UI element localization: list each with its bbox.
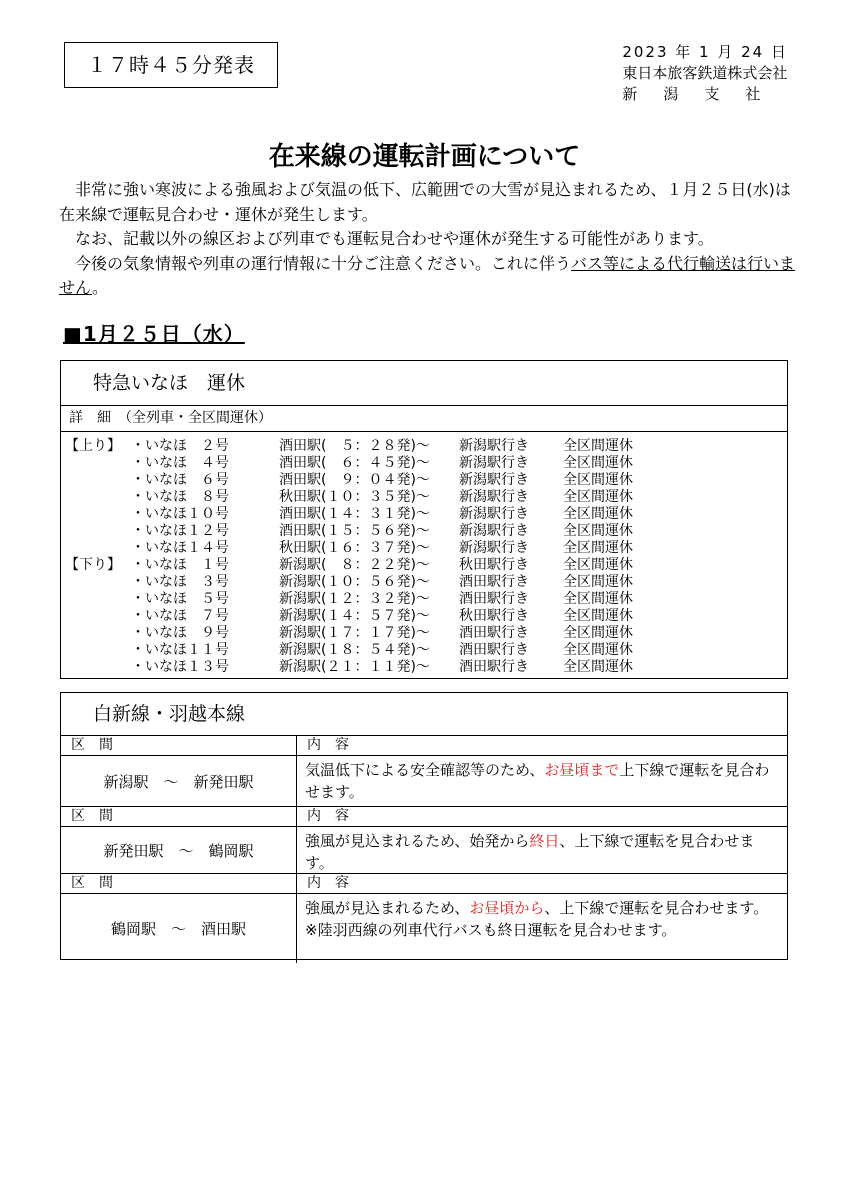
issue-date: 2023 年 1 月 24 日: [622, 43, 788, 61]
train-departure: 新潟駅(１７：１７発)～: [279, 625, 430, 641]
train-departure: 新潟駅(２１：１１発)～: [279, 659, 430, 675]
train-departure: 酒田駅(１５：５６発)～: [279, 523, 430, 539]
date-heading: ■1月２５日（水）: [63, 322, 245, 346]
train-name: ・いなほ１３号: [131, 659, 229, 675]
branch-name: 新潟支社: [622, 85, 787, 103]
train-destination: 新潟駅行き: [459, 438, 529, 454]
train-name: ・いなほ ８号: [131, 489, 229, 505]
train-status: 全区間運休: [563, 642, 633, 658]
section-content: 強風が見込まれるため、お昼頃から、上下線で運転を見合わせます。 ※陸羽西線の列車代行バスも終日運転を見合わせます。: [297, 894, 787, 963]
section-col-header: 区 間: [61, 807, 297, 826]
train-name: ・いなほ ４号: [131, 455, 229, 471]
train-status: 全区間運休: [563, 472, 633, 488]
train-status: 全区間運休: [563, 523, 633, 539]
company-name: 東日本旅客鉄道株式会社: [622, 64, 788, 82]
train-name: ・いなほ ３号: [131, 574, 229, 590]
section-row: [61, 756, 787, 807]
highlight-text: お昼頃まで: [544, 761, 620, 779]
train-departure: 新潟駅(１８：５４発)～: [279, 642, 430, 658]
train-destination: 秋田駅行き: [459, 557, 529, 573]
train-departure: 酒田駅( ５：２８発)～: [279, 438, 430, 454]
train-name: ・いなほ１１号: [131, 642, 229, 658]
page-title: 在来線の運転計画について: [268, 142, 581, 172]
section-row: [61, 827, 787, 874]
section-header-row: [61, 807, 787, 827]
train-destination: 新潟駅行き: [459, 540, 529, 556]
inaho-title: 特急いなほ 運休: [61, 361, 787, 406]
no-substitute-bus-notice: バス等による代行輸送は行いません: [59, 253, 796, 297]
train-destination: 新潟駅行き: [459, 523, 529, 539]
train-status: 全区間運休: [563, 608, 633, 624]
inaho-cancellation-box: [60, 360, 788, 679]
intro-paragraph-3: 今後の気象情報や列車の運行情報に十分ご注意ください。これに伴うバス等による代行輸送は行いません。: [59, 253, 796, 297]
train-destination: 酒田駅行き: [459, 659, 529, 675]
section-note: ※陸羽西線の列車代行バスも終日運転を見合わせます。: [305, 921, 677, 939]
train-direction: 【上り】: [65, 438, 121, 454]
train-destination: 秋田駅行き: [459, 608, 529, 624]
train-status: 全区間運休: [563, 506, 633, 522]
section-name: 新潟駅 ～ 新発田駅: [61, 756, 297, 806]
train-destination: 酒田駅行き: [459, 642, 529, 658]
train-departure: 新潟駅(１０：５６発)～: [279, 574, 430, 590]
train-departure: 新潟駅(１４：５７発)～: [279, 608, 430, 624]
train-status: 全区間運休: [563, 557, 633, 573]
content-col-header: 内 容: [307, 808, 349, 824]
line-suspension-box: [60, 692, 788, 960]
train-departure: 酒田駅(１４：３１発)～: [279, 506, 430, 522]
line-section-table: [61, 736, 787, 963]
train-destination: 酒田駅行き: [459, 591, 529, 607]
inaho-detail: 詳 細 （全列車・全区間運休）: [61, 406, 787, 432]
train-name: ・いなほ ７号: [131, 608, 229, 624]
train-departure: 酒田駅( ９：０４発)～: [279, 472, 430, 488]
train-name: ・いなほ ２号: [131, 438, 229, 454]
train-name: ・いなほ１２号: [131, 523, 229, 539]
announcement-time: １７時４５分発表: [87, 53, 255, 77]
train-direction: 【下り】: [65, 557, 121, 573]
train-destination: 酒田駅行き: [459, 574, 529, 590]
train-departure: 新潟駅(１２：３２発)～: [279, 591, 430, 607]
train-destination: 酒田駅行き: [459, 625, 529, 641]
train-destination: 新潟駅行き: [459, 455, 529, 471]
train-departure: 酒田駅( ６：４５発)～: [279, 455, 430, 471]
highlight-text: 終日: [529, 832, 560, 850]
issuer-block: [622, 42, 788, 105]
train-destination: 新潟駅行き: [459, 506, 529, 522]
section-name: 鶴岡駅 ～ 酒田駅: [61, 894, 297, 963]
train-name: ・いなほ ６号: [131, 472, 229, 488]
train-departure: 新潟駅( ８：２２発)～: [279, 557, 430, 573]
line-title: 白新線・羽越本線: [61, 693, 787, 736]
train-status: 全区間運休: [563, 540, 633, 556]
train-departure: 秋田駅(１６：３７発)～: [279, 540, 430, 556]
section-col-header: 区 間: [61, 874, 297, 893]
content-col-header: 内 容: [307, 737, 349, 753]
train-status: 全区間運休: [563, 591, 633, 607]
train-name: ・いなほ ９号: [131, 625, 229, 641]
train-status: 全区間運休: [563, 455, 633, 471]
train-name: ・いなほ ５号: [131, 591, 229, 607]
train-name: ・いなほ１０号: [131, 506, 229, 522]
train-status: 全区間運休: [563, 438, 633, 454]
train-status: 全区間運休: [563, 574, 633, 590]
intro-paragraph-2: なお、記載以外の線区および列車でも運転見合わせや運休が発生する可能性があります。: [75, 229, 714, 248]
announcement-time-box: [64, 42, 278, 88]
section-header-row: [61, 736, 787, 756]
train-name: ・いなほ１４号: [131, 540, 229, 556]
train-name: ・いなほ １号: [131, 557, 229, 573]
section-header-row: [61, 874, 787, 894]
intro-paragraph-1: 非常に強い寒波による強風および気温の低下、広範囲での大雪が見込まれるため、１月２５日(水)は在来線で運転見合わせ・運休が発生します。: [59, 180, 791, 224]
section-name: 新発田駅 ～ 鶴岡駅: [61, 827, 297, 873]
train-departure: 秋田駅(１０：３５発)～: [279, 489, 430, 505]
content-col-header: 内 容: [307, 875, 349, 891]
section-row: [61, 894, 787, 963]
section-content: 強風が見込まれるため、始発から終日、上下線で運転を見合わせます。: [305, 832, 755, 872]
train-status: 全区間運休: [563, 489, 633, 505]
section-content: 気温低下による安全確認等のため、お昼頃まで上下線で運転を見合わせます。: [305, 761, 770, 801]
section-col-header: 区 間: [61, 736, 297, 755]
train-status: 全区間運休: [563, 659, 633, 675]
train-destination: 新潟駅行き: [459, 472, 529, 488]
train-status: 全区間運休: [563, 625, 633, 641]
highlight-text: お昼頃から: [469, 899, 545, 917]
intro-text: [59, 178, 799, 301]
train-destination: 新潟駅行き: [459, 489, 529, 505]
